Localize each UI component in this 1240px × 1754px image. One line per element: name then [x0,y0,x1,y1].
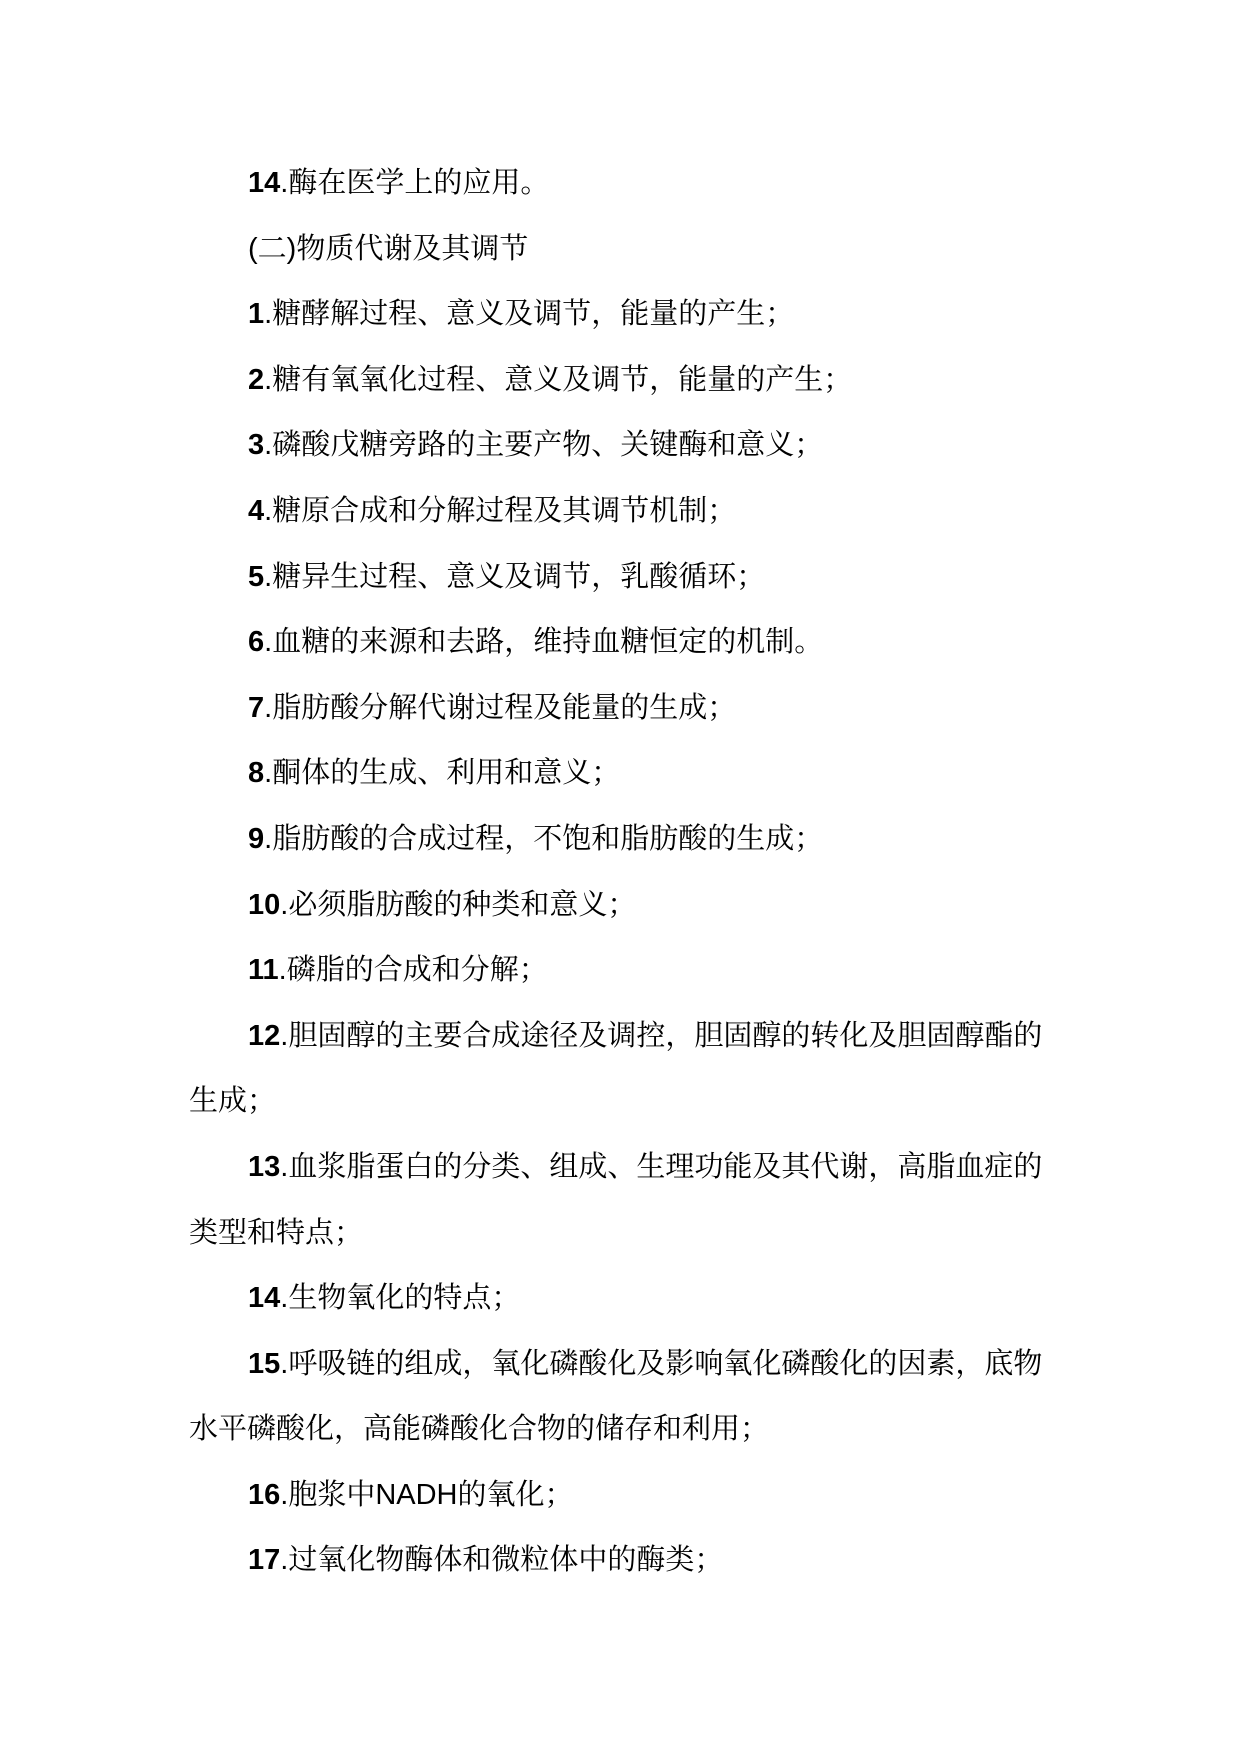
list-item-continuation: 类型和特点； [189,1216,364,1249]
list-item [0,741,1240,807]
list-item [0,413,1240,479]
list-item [0,1332,1240,1398]
list-item [0,1463,1240,1529]
item-number: 7 [248,691,265,724]
item-number: 13 [248,1150,281,1183]
item-text: .糖有氧氧化过程、意义及调节，能量的产生； [264,363,853,396]
item-text: .酶在医学上的应用。 [280,167,550,199]
document-page [0,151,1240,1594]
item-text: .脂肪酸的合成过程，不饱和脂肪酸的生成； [264,822,824,855]
item-number: 12 [248,1019,281,1052]
list-item [0,1266,1240,1332]
list-item [0,873,1240,939]
list-item [0,151,1240,217]
item-number: 8 [248,757,265,790]
item-text: .脂肪酸分解代谢过程及能量的生成； [264,691,737,724]
list-item-continuation: 水平磷酸化，高能磷酸化合物的储存和利用； [189,1413,770,1446]
item-number: 15 [248,1347,281,1380]
list-item [0,1135,1240,1201]
item-number: 17 [248,1544,281,1577]
item-text: .必须脂肪酸的种类和意义； [280,888,637,921]
item-text: .糖酵解过程、意义及调节，能量的产生； [264,298,795,331]
item-number: 1 [248,298,265,331]
item-number: 14 [248,1282,281,1315]
list-item [0,1004,1240,1070]
list-item-continuation: 生成； [189,1085,277,1118]
list-item [0,676,1240,742]
list-item [0,610,1240,676]
item-text: .血浆脂蛋白的分类、组成、生理功能及其代谢，高脂血症的 [280,1150,1043,1183]
item-text: .磷脂的合成和分解； [278,954,548,987]
item-text: .糖原合成和分解过程及其调节机制； [264,494,737,527]
list-item [0,1528,1240,1594]
item-number: 10 [248,888,281,921]
list-item [0,348,1240,414]
item-text: .磷酸戊糖旁路的主要产物、关键酶和意义； [264,429,824,462]
list-item [0,217,1240,283]
item-text: .胆固醇的主要合成途径及调控，胆固醇的转化及胆固醇酯的 [280,1019,1043,1052]
item-text: .糖异生过程、意义及调节，乳酸循环； [264,560,766,593]
item-text: .生物氧化的特点； [280,1282,521,1315]
item-number: 6 [248,626,265,659]
item-number: 16 [248,1478,281,1511]
item-number: 2 [248,363,265,396]
item-number: 14 [248,167,281,199]
item-text: .过氧化物酶体和微粒体中的酶类； [280,1544,724,1577]
item-number: 5 [248,560,265,593]
item-text: .呼吸链的组成，氧化磷酸化及影响氧化磷酸化的因素，底物 [280,1347,1043,1380]
list-item [0,938,1240,1004]
item-text: .酮体的生成、利用和意义； [264,757,621,790]
list-item [0,282,1240,348]
list-item [0,807,1240,873]
item-text: .血糖的来源和去路，维持血糖恒定的机制。 [264,626,824,659]
item-text: (二)物质代谢及其调节 [248,232,529,265]
list-item [0,545,1240,611]
item-number: 9 [248,822,265,855]
item-number: 4 [248,494,265,527]
list-item [0,479,1240,545]
item-number: 11 [248,954,279,987]
item-text: .胞浆中NADH的氧化； [280,1478,574,1511]
item-number: 3 [248,429,265,462]
